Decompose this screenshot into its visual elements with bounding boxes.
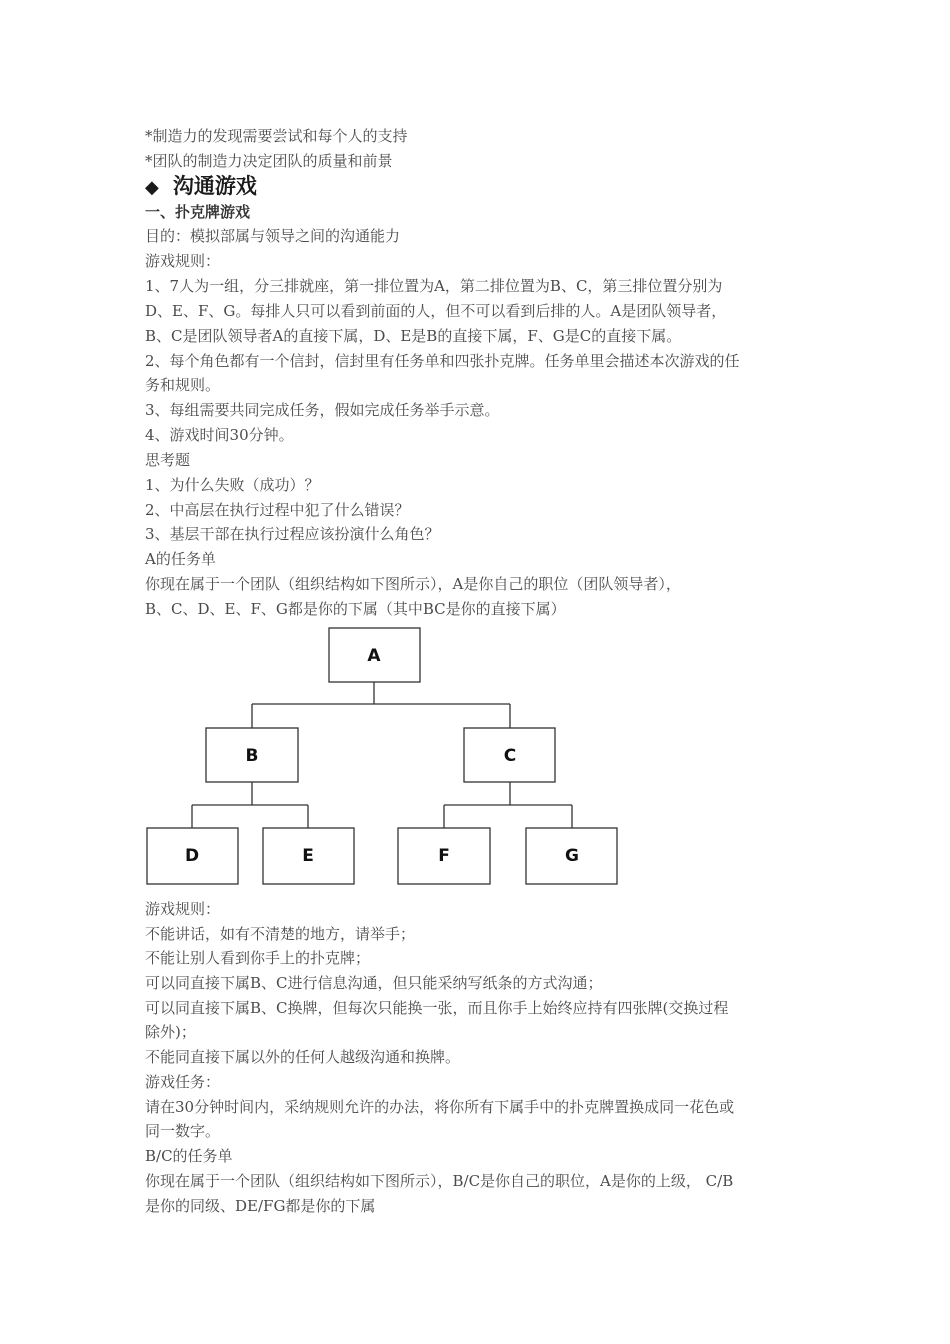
section-heading: [145, 173, 257, 201]
a-task-label: 游戏任务：: [145, 1073, 221, 1091]
rule-line: 1、7人为一组，分三排就座，第一排位置为A，第二排位置为B、C，第三排位置分别为: [145, 277, 723, 295]
intro-line-1: *制造力的发现需要尝试和每个人的支持: [145, 127, 408, 145]
rule-line: B、C是团队领导者A的直接下属，D、E是B的直接下属，F、G是C的直接下属。: [145, 327, 682, 345]
org-node-f: [398, 828, 490, 884]
questions-label: 思考题: [145, 451, 191, 469]
a-rules-label: 游戏规则：: [145, 900, 221, 918]
a-task-desc-line: 你现在属于一个团队（组织结构如下图所示），A是你自己的职位（团队领导者），: [145, 575, 681, 593]
rule-line: 务和规则。: [145, 376, 221, 394]
section-title: 沟通游戏: [172, 174, 257, 198]
bc-task-title: B/C的任务单: [145, 1147, 233, 1165]
a-rule-line: 可以同直接下属B、C进行信息沟通，但只能采纳写纸条的方式沟通；: [145, 974, 603, 992]
rule-line: 2、每个角色都有一个信封，信封里有任务单和四张扑克牌。任务单里会描述本次游戏的任: [145, 352, 740, 370]
a-rule-line: 不能让别人看到你手上的扑克牌；: [145, 949, 371, 967]
a-rule-line: 不能讲话，如有不清楚的地方，请举手；: [145, 925, 416, 943]
a-task-title: A的任务单: [145, 550, 216, 568]
question-line: 2、中高层在执行过程中犯了什么错误？: [145, 501, 410, 519]
question-line: 1、为什么失败（成功）？: [145, 476, 320, 494]
rule-line: D、E、F、G。每排人只可以看到前面的人，但不可以看到后排的人。A是团队领导者，: [145, 302, 727, 320]
org-chart: [140, 620, 630, 892]
rule-line: 3、每组需要共同完成任务，假如完成任务举手示意。: [145, 401, 500, 419]
intro-line-2: *团队的制造力决定团队的质量和前景: [145, 152, 393, 170]
rule-line: 4、游戏时间30分钟。: [145, 426, 294, 444]
org-node-g: [526, 828, 617, 884]
bc-task-line: 是你的同级、DE/FG都是你的下属: [145, 1197, 376, 1215]
question-line: 3、基层干部在执行过程应该扮演什么角色？: [145, 525, 440, 543]
org-node-a: [329, 628, 420, 682]
org-node-label: A: [367, 646, 381, 666]
a-task-desc-line: B、C、D、E、F、G都是你的下属（其中BC是你的直接下属）: [145, 600, 566, 618]
game-title: 一、扑克牌游戏: [145, 203, 251, 221]
org-node-label: C: [503, 746, 517, 766]
a-task-line: 同一数字。: [145, 1122, 221, 1140]
org-node-label: F: [438, 846, 450, 866]
org-node-label: G: [565, 846, 579, 866]
org-node-e: [263, 828, 354, 884]
org-node-label: D: [184, 846, 200, 866]
a-task-line: 请在30分钟时间内，采纳规则允许的办法，将你所有下属手中的扑克牌置换成同一花色或: [145, 1098, 735, 1116]
org-node-b: [206, 728, 298, 782]
org-node-label: B: [245, 746, 259, 766]
a-rule-line: 除外)；: [145, 1023, 196, 1041]
org-node-label: E: [302, 846, 314, 866]
a-rule-line: 不能同直接下属以外的任何人越级沟通和换牌。: [145, 1048, 461, 1066]
bc-task-line: 你现在属于一个团队（组织结构如下图所示），B/C是你自己的职位，A是你的上级， C/B: [145, 1172, 734, 1190]
game-purpose: 目的：模拟部属与领导之间的沟通能力: [145, 227, 401, 245]
diamond-bullet-icon: ◆: [145, 177, 159, 198]
a-rule-line: 可以同直接下属B、C换牌，但每次只能换一张，而且你手上始终应持有四张牌(交换过程: [145, 999, 729, 1017]
rules-label: 游戏规则：: [145, 252, 221, 270]
org-node-c: [464, 728, 555, 782]
org-node-d: [147, 828, 238, 884]
